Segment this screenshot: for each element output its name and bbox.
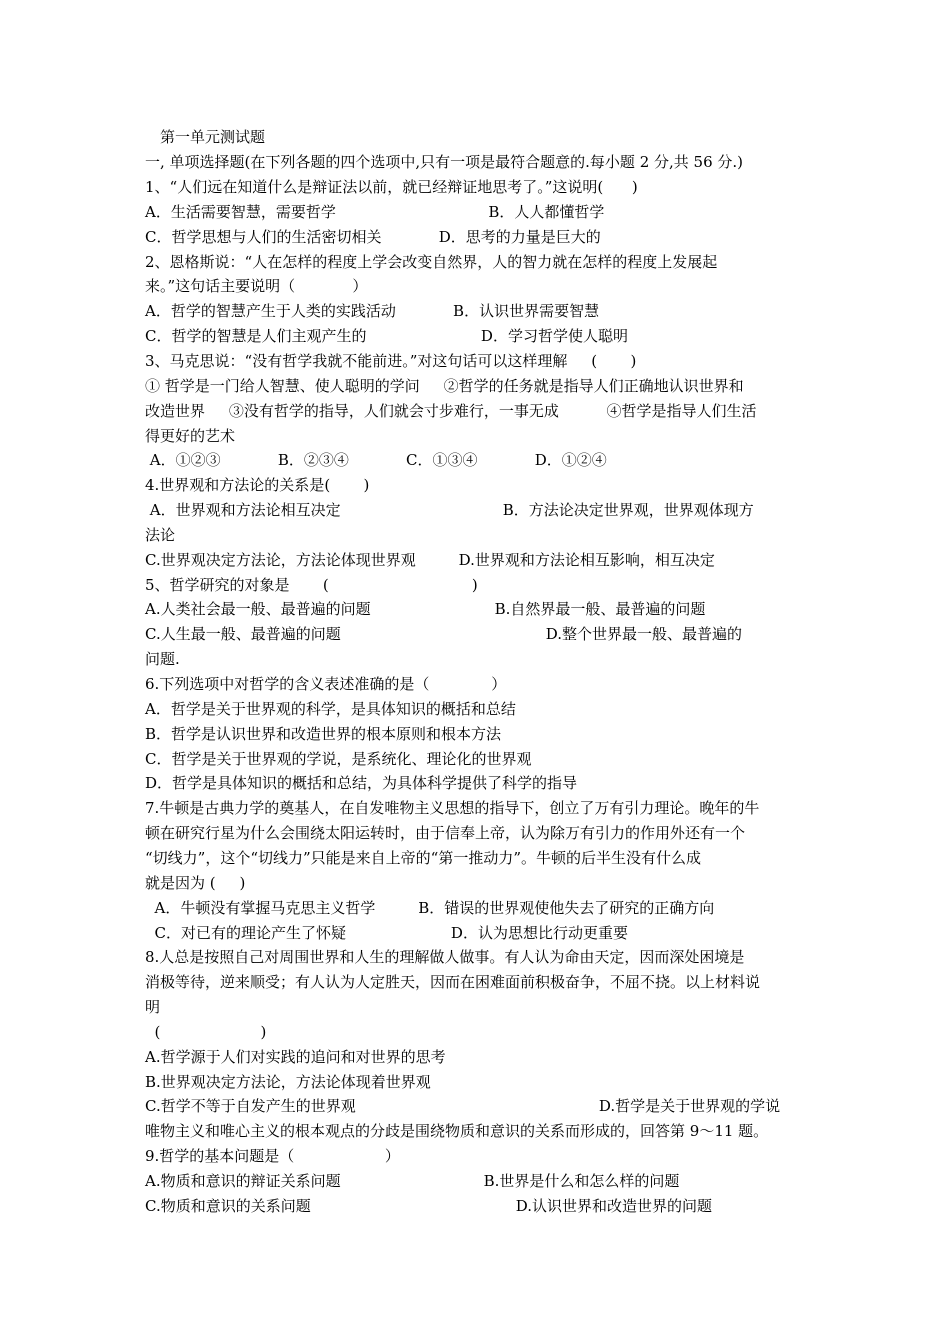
question-line: 法论 [145, 525, 176, 544]
question-line: 来。”这句话主要说明（ ） [145, 277, 368, 296]
question-line: C.物质和意识的关系问题 D.认识世界和改造世界的问题 [145, 1196, 712, 1215]
question-line: 9.哲学的基本问题是（ ） [145, 1147, 400, 1166]
question-line: ( ) [145, 1022, 267, 1041]
question-line: B.世界观决定方法论，方法论体现着世界观 [145, 1072, 431, 1091]
question-line: A.物质和意识的辩证关系问题 B.世界是什么和怎么样的问题 [145, 1172, 680, 1190]
question-line: D．哲学是具体知识的概括和总结，为具体科学提供了科学的指导 [145, 774, 578, 793]
question-line: 8.人总是按照自己对周围世界和人生的理解做人做事。有人认为命由天定，因而深处困境是 [145, 948, 745, 967]
question-line: A．哲学的智慧产生于人类的实践活动 B．认识世界需要智慧 [145, 302, 600, 321]
question-line: 改造世界 ③没有哲学的指导，人们就会寸步难行，一事无成 ④哲学是指导人们生活 [145, 401, 757, 420]
question-line: A．①②③ B．②③④ C．①③④ D．①②④ [145, 451, 607, 470]
question-line: C.人生最一般、最普遍的问题 D.整个世界最一般、最普遍的 [145, 625, 742, 644]
question-line: 3、马克思说：“没有哲学我就不能前进。”对这句话可以这样理解 ( ) [145, 351, 637, 370]
question-line: A．牛顿没有掌握马克思主义哲学 B．错误的世界观使他失去了研究的正确方向 [145, 898, 715, 917]
question-line: 7.牛顿是古典力学的奠基人，在自发唯物主义思想的指导下，创立了万有引力理论。晚年的牛 [145, 799, 760, 818]
question-line: 消极等待，逆来顺受；有人认为人定胜天，因而在困难面前积极奋争，不屈不挠。以上材料说 [145, 973, 761, 992]
question-line: C．哲学思想与人们的生活密切相关 D．思考的力量是巨大的 [145, 227, 601, 246]
question-line: 2、恩格斯说：“人在怎样的程度上学会改变自然界，人的智力就在怎样的程度上发展起 [145, 252, 718, 271]
question-line: A．哲学是关于世界观的科学，是具体知识的概括和总结 [145, 699, 516, 718]
question-line: A．世界观和方法论相互决定 B．方法论决定世界观，世界观体现方 [145, 501, 754, 520]
question-line: 得更好的艺术 [145, 426, 236, 445]
question-line: 5、哲学研究的对象是 ( ) [145, 575, 478, 594]
question-line: 明 [145, 998, 161, 1017]
question-line: 6.下列选项中对哲学的含义表述准确的是（ ） [145, 675, 507, 693]
question-line: C．对已有的理论产生了怀疑 D．认为思想比行动更重要 [145, 923, 628, 942]
question-line: ① 哲学是一门给人智慧、使人聪明的学问 ②哲学的任务就是指导人们正确地认识世界和 [145, 376, 744, 395]
question-line: C．哲学的智慧是人们主观产生的 D．学习哲学使人聪明 [145, 327, 628, 346]
section-header: 一, 单项选择题(在下列各题的四个选项中,只有一项是最符合题意的.每小题 2 分,共 56 分.) [145, 153, 744, 171]
question-line: C．哲学是关于世界观的学说，是系统化、理论化的世界观 [145, 749, 532, 768]
question-line: 顿在研究行星为什么会围绕太阳运转时，由于信奉上帝，认为除万有引力的作用外还有一个 [145, 824, 746, 843]
question-line: 唯物主义和唯心主义的根本观点的分歧是围绕物质和意识的关系而形成的，回答第 9～11 题。 [145, 1122, 769, 1141]
question-line: 4.世界观和方法论的关系是( ) [145, 476, 370, 495]
question-line: C.世界观决定方法论，方法论体现世界观 D.世界观和方法论相互影响，相互决定 [145, 550, 715, 569]
question-line: “切线力”，这个“切线力”只能是来自上帝的“第一推动力”。牛顿的后半生没有什么成 [145, 848, 702, 867]
question-line: A.人类社会最一般、最普遍的问题 B.自然界最一般、最普遍的问题 [145, 600, 706, 619]
document-title: 第一单元测试题 [160, 128, 266, 146]
question-line: 就是因为 ( ) [145, 873, 246, 892]
question-line: 问题. [145, 650, 180, 669]
question-line: B．哲学是认识世界和改造世界的根本原则和根本方法 [145, 724, 502, 743]
question-line: A.哲学源于人们对实践的追问和对世界的思考 [145, 1047, 446, 1066]
question-line: 1、“人们远在知道什么是辩证法以前，就已经辩证地思考了。”这说明( ) [145, 178, 638, 196]
question-line: A．生活需要智慧，需要哲学 B．人人都懂哲学 [145, 202, 605, 221]
question-line: C.哲学不等于自发产生的世界观 D.哲学是关于世界观的学说 [145, 1097, 781, 1116]
